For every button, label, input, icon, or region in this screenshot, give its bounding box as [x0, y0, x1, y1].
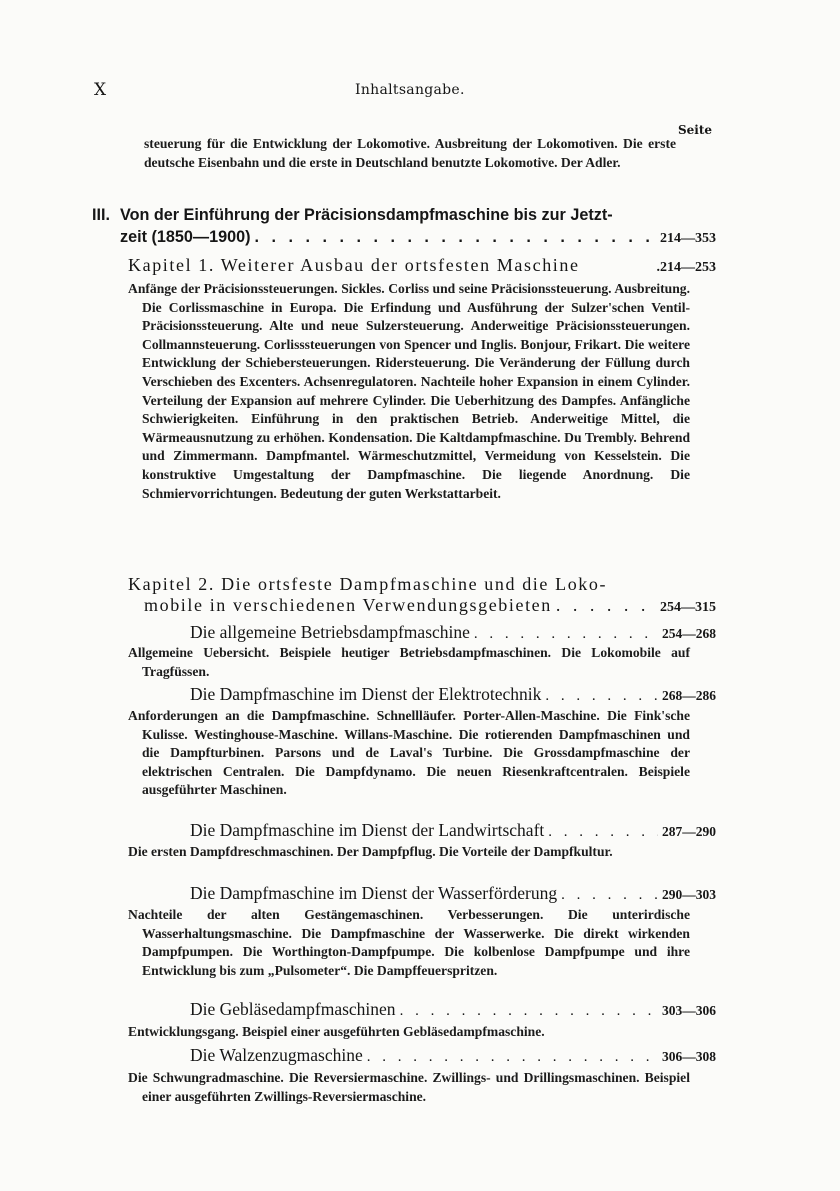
chapter-2-heading	[128, 574, 716, 618]
subsection-heading	[190, 999, 716, 1020]
section-number: III.	[92, 206, 110, 224]
subsection-title: Die Dampfmaschine im Dienst der Landwirtschaft	[190, 820, 545, 840]
leader-dots	[367, 1049, 658, 1066]
section-title-line1: Von der Einführung der Präcisionsdampfmaschine bis zur Jetzt-	[120, 206, 613, 224]
subsection-body: Allgemeine Uebersicht. Beispiele heutiger Betriebsdampfmaschinen. Die Lokomobile auf Tragfüssen.	[128, 645, 690, 679]
subsection-pages: 303—306	[662, 1003, 716, 1018]
chapter-1-heading	[128, 255, 716, 278]
leader-dots	[556, 595, 656, 616]
subsection-heading	[190, 820, 716, 841]
subsection-body: Nachteile der alten Gestängemaschinen. Verbesserungen. Die unterirdische Wasserhaltungsmaschine. Die Dampfmaschine der Wasserwerke. Die direkt wirkenden Dampfpumpen. Die Worthington-Dampfpumpe. Die kolbenlose Dampfpumpe und ihre Entwicklung bis zum „Pulsometer“. Die Dampffeuerspritzen.	[128, 907, 690, 978]
leader-dots	[545, 688, 658, 705]
subsection-heading	[190, 622, 716, 643]
section-title-line2: zeit (1850—1900)	[120, 228, 251, 246]
subsection-body: Die Schwungradmaschine. Die Reversiermaschine. Zwillings- und Drillingsmaschinen. Beispiel einer ausgeführten Zwillings-Reversiermaschine.	[128, 1070, 690, 1104]
section-iii-heading	[92, 204, 716, 250]
subsection-body: Die ersten Dampfdreschmaschinen. Der Dampfpflug. Die Vorteile der Dampfkultur.	[128, 844, 613, 859]
subsection-title: Die Dampfmaschine im Dienst der Wasserförderung	[190, 883, 558, 903]
subsection-title: Die Dampfmaschine im Dienst der Elektrotechnik	[190, 684, 542, 704]
subsection-heading	[190, 684, 716, 705]
leader-dots	[400, 1003, 658, 1020]
chapter-2-title-line1: Kapitel 2. Die ortsfeste Dampfmaschine und die Loko-	[128, 574, 608, 594]
continuation-text: steuerung für die Entwicklung der Lokomotive. Ausbreitung der Lokomotiven. Die erste deutsche Eisenbahn und die erste in Deutschland benutzte Lokomotive. Der Adler.	[144, 136, 676, 170]
subsection-pages: 290—303	[662, 887, 716, 902]
leader-dots	[548, 824, 658, 841]
subsection-body: Anforderungen an die Dampfmaschine. Schnellläufer. Porter-Allen-Maschine. Die Fink'sche Kulisse. Westinghouse-Maschine. Willans-Maschine. Die rotierenden Dampfmaschinen und die Dampfturbinen. Parsons und de Laval's Turbine. Die Grossdampfmaschine der elektrischen Centralen. Die Dampfdynamo. Die neuen Riesenkraftcentralen. Beispiele ausgeführter Maschinen.	[128, 708, 690, 798]
chapter-1-body: Anfänge der Präcisionssteuerungen. Sickles. Corliss und seine Präcisionssteuerung. Ausbreitung. Die Corlissmaschine in Europa. Die Erfindung und Ausführung der Sulzer'schen Ventil-Präcisionssteuerung. Alte und neue Sulzersteuerung. Anderweitige Präcisionssteuerungen. Collmannsteuerung. Corlisssteuerungen von Spencer und Inglis. Bonjour, Frikart. Die weitere Entwicklung der Schiebersteuerungen. Ridersteuerung. Die Veränderung der Füllung durch Verschieben des Excenters. Achsenregulatoren. Nachteile hoher Expansion in einem Cylinder. Verteilung der Expansion auf mehrere Cylinder. Die Ueberhitzung des Dampfes. Anfängliche Schwierigkeiten. Einführung in den praktischen Betrieb. Anderweitige Mittel, die Wärmeausnutzung zu erhöhen. Kondensation. Die Kaltdampfmaschine. Du Trembly. Behrend und Zimmermann. Dampfmantel. Wärmeschutzmittel, Vermeidung von Kesselstein. Die konstruktive Umgestaltung der Dampfmaschine. Die liegende Anordnung. Die Schmiervorrichtungen. Bedeutung der guten Werkstattarbeit.	[128, 281, 690, 501]
subsection-title: Die Walzenzugmaschine	[190, 1045, 363, 1065]
chapter-2-pages: 254—315	[660, 600, 716, 615]
leader-dots	[561, 887, 658, 904]
chapter-1-pages: .214—253	[656, 260, 716, 275]
subsection-title: Die Gebläsedampfmaschinen	[190, 999, 396, 1019]
subsection-body: Entwicklungsgang. Beispiel einer ausgeführten Gebläsedampfmaschine.	[128, 1024, 545, 1039]
section-pages: 214—353	[660, 231, 716, 246]
page-number: X	[94, 80, 107, 100]
chapter-1-title: Kapitel 1. Weiterer Ausbau der ortsfesten Maschine	[128, 255, 580, 275]
subsection-pages: 287—290	[662, 824, 716, 839]
subsection-pages: 254—268	[662, 626, 716, 641]
subsection-pages: 268—286	[662, 688, 716, 703]
running-title: Inhaltsangabe.	[355, 82, 465, 98]
subsection-pages: 306—308	[662, 1049, 716, 1064]
subsection-heading	[190, 1045, 716, 1066]
seite-label: Seite	[677, 123, 712, 137]
leader-dots	[474, 626, 658, 643]
chapter-2-title-line2: mobile in verschiedenen Verwendungsgebieten	[144, 595, 552, 615]
subsection-title: Die allgemeine Betriebsdampfmaschine	[190, 622, 470, 642]
leader-dots	[254, 226, 656, 248]
subsection-heading	[190, 883, 716, 904]
